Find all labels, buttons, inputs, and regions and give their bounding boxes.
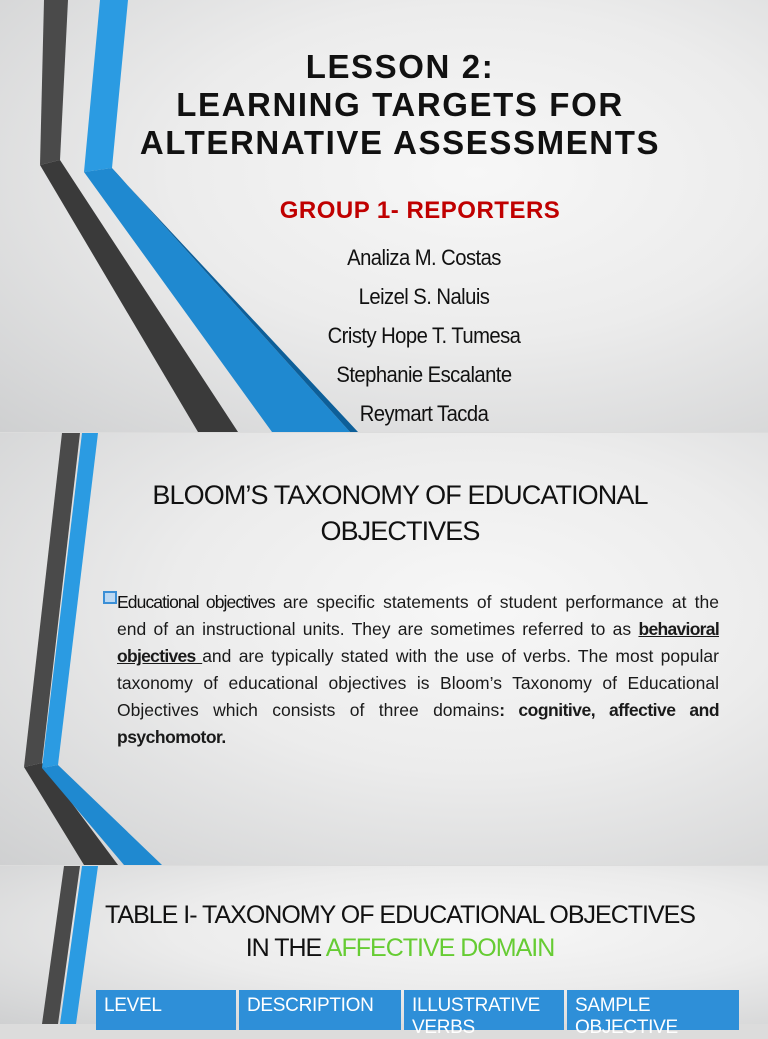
slide-title: [100, 477, 700, 549]
reporters-list: [124, 238, 724, 433]
slide-title: [70, 899, 730, 965]
slide-3: [0, 866, 768, 1038]
lesson-title: [60, 48, 740, 162]
term-behavioral-objectives: behavioral objectives: [117, 619, 719, 666]
reporter-name: Leizel S. Naluis: [358, 284, 490, 309]
term-educational-objectives: Educational objectives: [117, 592, 275, 612]
title-highlight: AFFECTIVE DOMAIN: [325, 934, 555, 962]
slide-1: [0, 0, 768, 432]
title-line: [70, 932, 730, 965]
paragraph-text: and are typically stated with the use of verbs. The most popular taxonomy of educational objectives is Bloom’s Taxonomy of Educational Objectives which consists of three domains: [117, 646, 719, 720]
header-sample-objective: SAMPLE OBJECTIVE: [567, 990, 739, 1030]
header-description: DESCRIPTION: [239, 990, 401, 1030]
title-line: BLOOM’S TAXONOMY OF EDUCATIONAL: [152, 480, 648, 510]
title-line: OBJECTIVES: [320, 516, 480, 546]
reporter-name: Cristy Hope T. Tumesa: [327, 323, 521, 348]
colon-mark: :: [499, 700, 505, 720]
objectives-paragraph: [117, 589, 719, 751]
domains-list: cognitive, affective and psychomotor.: [117, 700, 720, 747]
reporter-name: Stephanie Escalante: [336, 362, 512, 387]
taxonomy-table-header: [96, 990, 739, 1038]
header-illustrative-verbs: ILLUSTRATIVE VERBS: [404, 990, 564, 1030]
checkbox-bullet-icon: [103, 591, 117, 604]
reporter-name: Reymart Tacda: [359, 401, 489, 426]
paragraph-text: are specific statements of student performance at the end of an instructional units. They are sometimes referred to as: [117, 592, 719, 639]
title-line: LESSON 2:: [305, 48, 495, 85]
group-subtitle: GROUP 1- REPORTERS: [279, 197, 561, 224]
title-line: ALTERNATIVE ASSESSMENTS: [139, 124, 661, 161]
title-prefix: IN THE: [245, 934, 326, 962]
reporter-name: Analiza M. Costas: [347, 245, 501, 270]
title-line: TABLE I- TAXONOMY OF EDUCATIONAL OBJECTIVES: [105, 901, 695, 929]
slide-2: [0, 433, 768, 865]
title-line: LEARNING TARGETS FOR: [176, 86, 624, 123]
header-level: LEVEL: [96, 990, 236, 1030]
